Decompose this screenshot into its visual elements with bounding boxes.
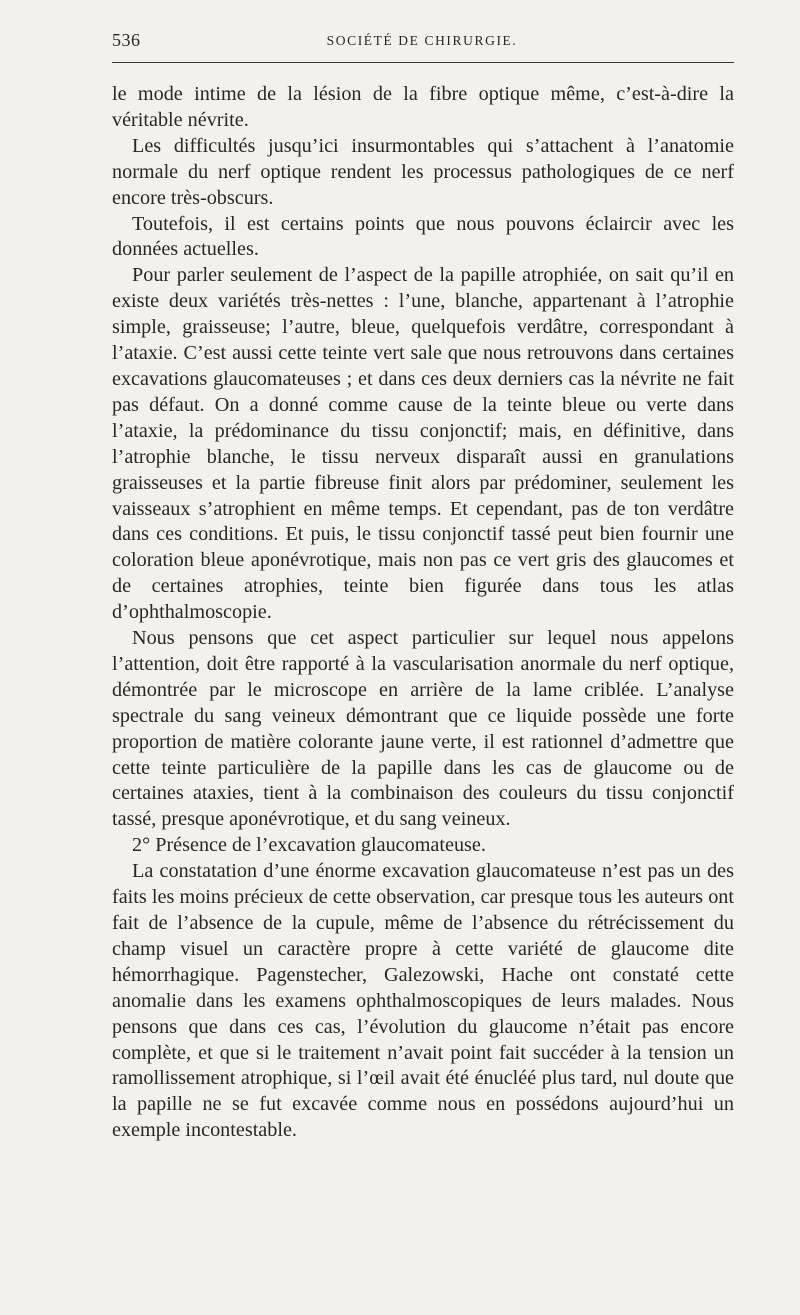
paragraph: Les difficultés jusqu’ici insurmontables qui s’attachent à l’anatomie normale du nerf optique rendent les processus pathologiques de ce nerf encore très-obscurs. — [112, 134, 734, 209]
paragraph: Toutefois, il est certains points que nous pouvons éclaircir avec les données actuelles. — [112, 212, 734, 261]
body-text — [112, 82, 734, 1144]
paragraph: La constatation d’une énorme excavation glaucomateuse n’est pas un des faits les moins précieux de cette observation, car presque tous les auteurs ont fait de l’absence de la cupule, même de l’absence du rétrécissement du champ visuel un caractère propre à cette variété de glaucome dite hémorrhagique. Pagenstecher, Galezowski, Hache ont constaté cette anomalie dans les examens ophthalmoscopiques de leurs malades. Nous pensons que dans ces cas, l’évolution du glaucome n’était pas encore complète, et que si le traitement n’avait point fait succéder à la tension un ramollissement atrophique, si l’œil avait été énucléé plus tard, nul doute que la papille ne se fut excavée comme nous en possédons aujourd’hui un exemple incontestable. — [112, 860, 734, 1142]
running-title: SOCIÉTÉ DE CHIRURGIE. — [326, 33, 518, 48]
page-header — [112, 30, 732, 54]
section-heading: 2° Présence de l’excavation glaucomateuse. — [132, 834, 486, 857]
page-number: 536 — [112, 30, 141, 50]
header-rule — [112, 62, 734, 63]
paragraph-continuation: le mode intime de la lésion de la fibre optique même, c’est-à-dire la véritable névrite. — [112, 83, 734, 131]
paragraph: Pour parler seulement de l’aspect de la papille atrophiée, on sait qu’il en existe deux variétés très-nettes : l’une, blanche, appartenant à l’atrophie simple, graisseuse; l’autre, bleue, quelquefois verdâtre, correspondant à l’ataxie. C’est aussi cette teinte vert sale que nous retrouvons dans certaines excavations glaucomateuses ; et dans ces deux derniers cas la névrite ne fait pas défaut. On a donné comme cause de la teinte bleue ou verte dans l’ataxie, la prédominance du tissu conjonctif; mais, en définitive, dans l’atrophie blanche, le tissu nerveux disparaît aussi en granulations graisseuses et la partie fibreuse finit alors par prédominer, seulement les vaisseaux s’atrophient en même temps. Et cependant, pas de ton verdâtre dans ces conditions. Et puis, le tissu conjonctif tassé peut bien fournir une coloration bleue aponévrotique, mais non pas ce vert gris des glaucomes et de certaines atrophies, teinte bien figurée dans tous les atlas d’ophthalmoscopie. — [112, 264, 734, 624]
paragraph: Nous pensons que cet aspect particulier sur lequel nous appelons l’attention, doit être rapporté à la vascularisation anormale du nerf optique, démontrée par le microscope en arrière de la lame criblée. L’analyse spectrale du sang veineux démontrant que ce liquide possède une forte proportion de matière colorante jaune verte, il est rationnel d’admettre que cette teinte particulière de la papille dans les cas de glaucome ou de certaines ataxies, tient à la combinaison des couleurs du tissu conjonctif tassé, presque aponévrotique, et du sang veineux. — [112, 627, 734, 831]
